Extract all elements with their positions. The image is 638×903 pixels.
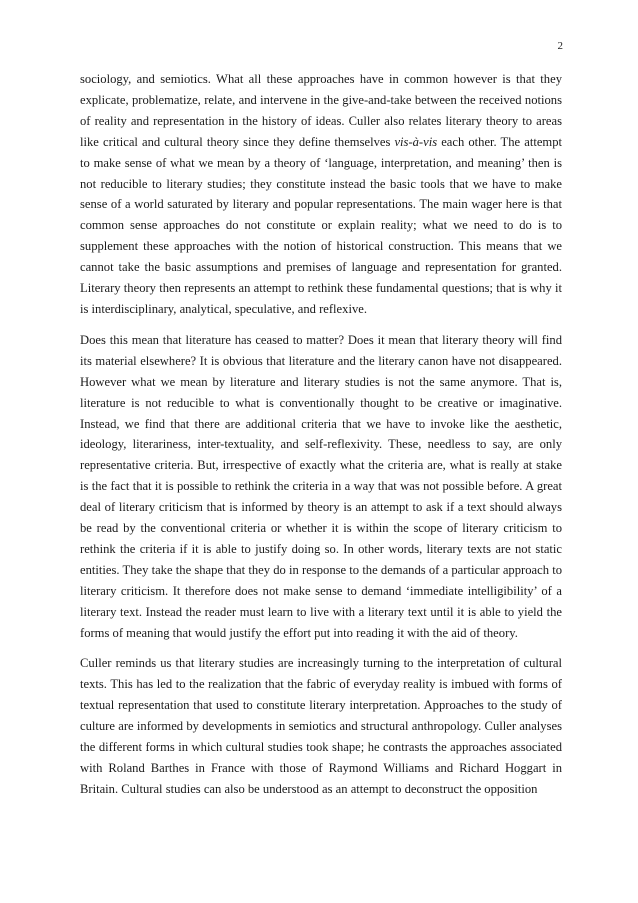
- paragraph-2: Does this mean that literature has ceased to matter? Does it mean that literary theory will find its material elsewhere? It is obvious that literature and the literary canon have not disappeared. However what we mean by literature and literary studies is not the same anymore. That is, literature is not reducible to what is conventionally thought to be creative or imaginative. Instead, we find that there are additional criteria that we have to invoke like the aesthetic, ideology, literariness, inter-textuality, and self-reflexivity. These, needless to say, are only representative criteria. But, irrespective of exactly what the criteria are, what is really at stake is the fact that it is possible to rethink the criteria in a way that was not possible before. A great deal of literary criticism that is informed by theory is an attempt to ask if a text should always be read by the conventional criteria or whether it is within the scope of literary criticism to rethink the criteria if it is able to justify doing so. In other words, literary texts are not static entities. They take the shape that they do in response to the demands of a particular approach to literary criticism. It therefore does not make sense to demand ‘immediate intelligibility’ of a literary text. Instead the reader must learn to live with a literary text until it is able to yield the forms of meaning that would justify the effort put into reading it with the aid of theory.: [80, 332, 562, 640]
- paragraph-1-text-a: sociology, and semiotics. What all these approaches have in common however is that they explicate, problematize, relate, and intervene in the give-and-take between the received notions of reality and representation in the history of ideas. Culler also relates literary theory to areas like critical and cultural theory since they define themselves: [80, 72, 562, 149]
- paragraph-1-italic-term: vis-à-vis: [394, 134, 438, 149]
- paragraph-3: Culler reminds us that literary studies are increasingly turning to the interpretation of cultural texts. This has led to the realization that the fabric of everyday reality is imbued with forms of textual representation that used to constitute literary interpretation. Approaches to the study of culture are informed by developments in semiotics and structural anthropology. Culler analyses the different forms in which cultural studies took shape; he contrasts the approaches associated with Roland Barthes in France with those of Raymond Williams and Richard Hoggart in Britain. Cultural studies can also be understood as an attempt to deconstruct the opposition: [80, 656, 562, 796]
- paragraph-1-text-b: each other. The attempt to make sense of what we mean by a theory of ‘language, interpretation, and meaning’ then is not reducible to literary studies; they constitute instead the basic tools that we have to make sense of a world saturated by literary and popular representations. The main wager here is that common sense approaches do not constitute or explain reality; what we need to do is to supplement these approaches with the notion of historical construction. This means that we cannot take the basic assumptions and premises of language and representation for granted. Literary theory then represents an attempt to rethink these fundamental questions; that is why it is interdisciplinary, analytical, speculative, and reflexive.: [80, 134, 562, 316]
- body-text: [80, 69, 562, 810]
- page-number: 2: [557, 40, 563, 52]
- paragraph-1: [80, 69, 562, 320]
